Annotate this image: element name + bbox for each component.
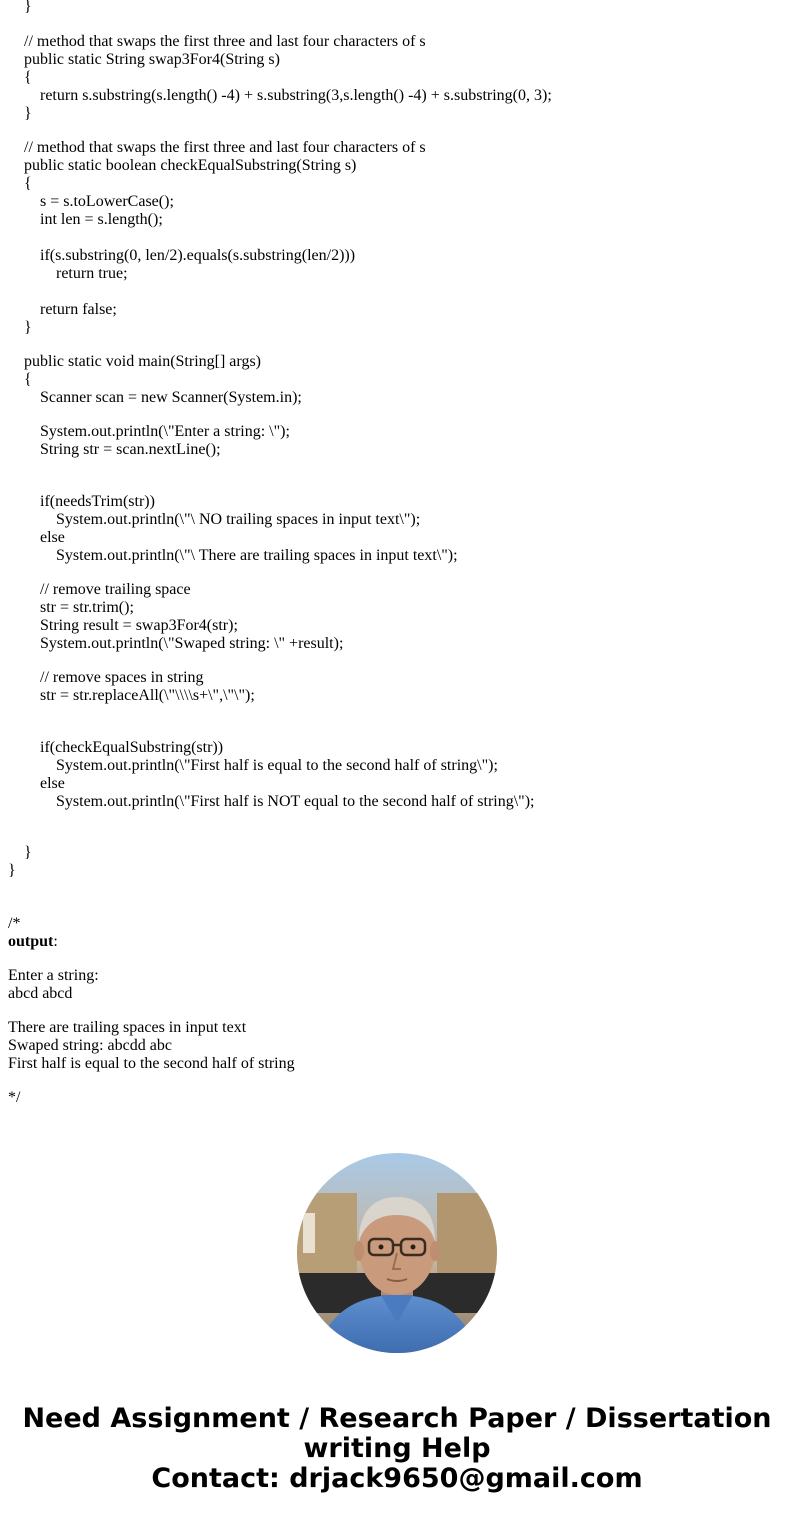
- code-line: {: [24, 69, 32, 86]
- code-line: public static void main(String[] args): [24, 353, 261, 370]
- code-line: {: [24, 371, 32, 388]
- code-line: }: [24, 0, 32, 15]
- output-label: output: [8, 933, 54, 950]
- author-photo-icon: [297, 1153, 497, 1353]
- banner-line-1: Need Assignment / Research Paper / Dissertation: [22, 1403, 772, 1434]
- code-line: System.out.println(\"Swaped string: \" +result);: [40, 635, 344, 652]
- code-line: System.out.println(\"First half is equal to the second half of string\");: [56, 757, 498, 774]
- output-line: abcd abcd: [8, 985, 73, 1002]
- code-line: }: [8, 862, 16, 879]
- output-line: Swaped string: abcdd abc: [8, 1037, 172, 1054]
- comment-close: */: [8, 1089, 21, 1106]
- code-comment: // method that swaps the first three and last four characters of s: [24, 139, 426, 156]
- code-line: System.out.println(\"First half is NOT equal to the second half of string\");: [56, 793, 535, 810]
- code-line: System.out.println(\"Enter a string: \");: [40, 423, 290, 440]
- code-line: String result = swap3For4(str);: [40, 617, 238, 634]
- output-label-colon: :: [53, 933, 58, 950]
- code-line: {: [24, 175, 32, 192]
- code-line: public static String swap3For4(String s): [24, 51, 280, 68]
- code-line: else: [40, 775, 65, 792]
- code-line: String str = scan.nextLine();: [40, 441, 221, 458]
- code-line: }: [24, 319, 32, 336]
- code-line: }: [24, 105, 32, 122]
- code-line: str = str.replaceAll(\"\\\\s+\",\"\");: [40, 687, 255, 704]
- code-line: if(s.substring(0, len/2).equals(s.substring(len/2))): [40, 247, 356, 264]
- code-line: else: [40, 529, 65, 546]
- code-line: int len = s.length();: [40, 211, 163, 228]
- banner-line-2: writing Help: [303, 1433, 491, 1464]
- banner-contact: Contact: drjack9650@gmail.com: [151, 1463, 643, 1494]
- code-line: }: [24, 844, 32, 861]
- comment-open: /*: [8, 915, 21, 932]
- code-line: System.out.println(\"\ There are trailing spaces in input text\");: [56, 547, 458, 564]
- code-line: Scanner scan = new Scanner(System.in);: [40, 389, 302, 406]
- author-avatar: [297, 1153, 497, 1353]
- code-comment: // remove trailing space: [40, 581, 191, 598]
- code-comment: // method that swaps the first three and last four characters of s: [24, 33, 426, 50]
- code-line: if(checkEqualSubstring(str)): [40, 739, 224, 756]
- output-line: There are trailing spaces in input text: [8, 1019, 247, 1036]
- output-line: First half is equal to the second half of string: [8, 1055, 295, 1072]
- code-line: return s.substring(s.length() -4) + s.substring(3,s.length() -4) + s.substring(0, 3);: [40, 87, 552, 104]
- code-line: str = str.trim();: [40, 599, 134, 616]
- code-line: s = s.toLowerCase();: [40, 193, 174, 210]
- code-line: return false;: [40, 301, 117, 318]
- code-line: if(needsTrim(str)): [40, 493, 155, 510]
- code-line: public static boolean checkEqualSubstring(String s): [24, 157, 357, 174]
- output-line: Enter a string:: [8, 967, 99, 984]
- output-heading: [8, 933, 58, 951]
- code-comment: // remove spaces in string: [40, 669, 204, 686]
- code-line: return true;: [56, 265, 128, 282]
- code-line: System.out.println(\"\ NO trailing spaces in input text\");: [56, 511, 421, 528]
